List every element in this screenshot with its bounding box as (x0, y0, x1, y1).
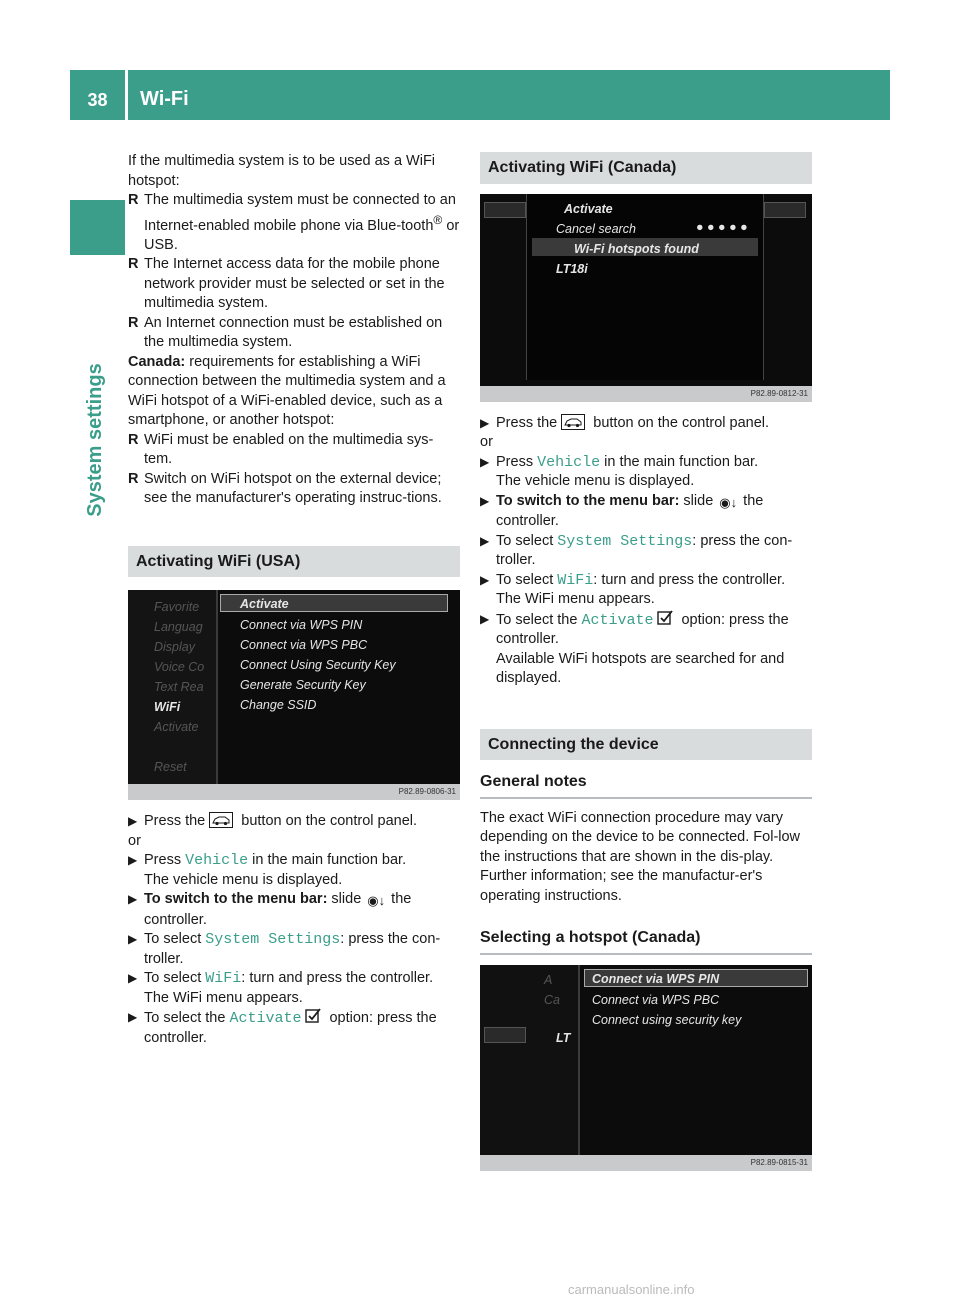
controller-slide-icon: ◉↓ (367, 893, 386, 909)
screenshot-select-hotspot: A Ca LT Connect via WPS PIN Connect via WPS PBC Connect using security key P82.89-0815-31 (480, 965, 812, 1171)
vehicle-button-icon (561, 414, 585, 430)
section-heading-usa: Activating WiFi (USA) (128, 546, 460, 578)
step-item: ▶ Press Vehicle in the main function bar. The vehicle menu is displayed. (480, 453, 759, 489)
controller-slide-icon: ◉↓ (719, 494, 738, 510)
side-tab-label: System settings (84, 363, 107, 517)
list-item: R WiFi must be enabled on the multimedia sys-tem. (128, 431, 434, 468)
section-heading-canada: Activating WiFi (Canada) (480, 152, 812, 184)
list-item: R Switch on WiFi hotspot on the external device; see the manufacturer's operating instruc-tions. (128, 470, 442, 507)
page-number: 38 (70, 70, 125, 120)
right-column: Activating WiFi (Canada) Activate Cancel search ● ● ● ● ● Wi-Fi hotspots found LT18i P82.89-0812-31 ▶ Press the button on the control panel. or ▶ Press Vehicle in the main function bar. The vehicle menu is displayed. ▶ To switch to the menu bar: slide ◉↓ the controller. ▶ To select System Settings: press the con-troller. ▶ To select WiFi: turn and press the controller. The WiFi menu appears. ▶ To select the Activate option: press the controller. Available WiFi hotspots are searched for and displayed. Connecting the device General notes The exact WiFi connection procedure may vary depending on the device to be connected. Fol-low the instructions that are shown in the dis-play. Further information; see the manufactur-er's operating instructions. Selecting a hotspot (Canada) A Ca LT Connect via WPS PIN Connect via WPS PBC Connect using security key P82.89-0815-31 (480, 152, 812, 1171)
step-item: ▶ Press Vehicle in the main function bar. The vehicle menu is displayed. (128, 852, 407, 888)
list-item: R The multimedia system must be connected to an Internet-enabled mobile phone via Blue-tooth® or USB. (128, 192, 460, 253)
step-item: ▶ To select WiFi: turn and press the controller. The WiFi menu appears. (480, 571, 786, 607)
step-item: ▶ To select the Activate option: press the controller. Available WiFi hotspots are searched for and displayed. (480, 611, 789, 686)
side-tab-marker (70, 200, 125, 255)
chapter-title: Wi-Fi (128, 70, 890, 120)
list-item: R An Internet connection must be established on the multimedia system. (128, 314, 443, 351)
step-item: ▶ Press the button on the control panel. (128, 813, 418, 830)
intro-text: If the multimedia system is to be used as a WiFi hotspot: (128, 153, 436, 189)
step-item: ▶ To select System Settings: press the con-troller. (480, 532, 793, 568)
step-item: ▶ Press the button on the control panel. (480, 414, 770, 431)
checkbox-checked-icon (305, 1008, 321, 1024)
subheading-selecting-hotspot: Selecting a hotspot (Canada) (480, 928, 812, 955)
step-item: ▶ To select the Activate option: press the controller. (128, 1010, 437, 1046)
list-item: R The Internet access data for the mobile phone network provider must be selected or set in the multimedia system. (128, 256, 445, 312)
vehicle-button-icon (209, 812, 233, 828)
step-item: ▶ To select System Settings: press the con-troller. (128, 931, 441, 967)
footer-watermark: carmanualsonline.info (568, 1282, 695, 1297)
step-item: ▶ To switch to the menu bar: slide ◉↓ the controller. (480, 492, 764, 529)
section-heading-connect: Connecting the device (480, 729, 812, 761)
subheading-general-notes: General notes (480, 772, 812, 799)
step-item: ▶ To select WiFi: turn and press the controller. The WiFi menu appears. (128, 970, 434, 1006)
left-column: If the multimedia system is to be used as a WiFi hotspot: R The multimedia system must be connected to an Internet-enabled mobile phone via Blue-tooth® or USB. R The Internet access data for the mobile phone network provider must be selected or set in the multimedia system. R An Internet connection must be established on the multimedia system. Canada: requirements for establishing a WiFi connection between the multimedia system and a WiFi hotspot of a WiFi-enabled device, such as a smartphone, or another hotspot: R WiFi must be enabled on the multimedia sys-tem. R Switch on WiFi hotspot on the external device; see the manufacturer's operating instruc-tions. Activating WiFi (USA) Favorite Languag Display Voice Co Text Rea WiFi Activate Reset Activate Connect via WPS PIN Connect via WPS PBC Connect Using Security Key Generate Security Key Change SSID P82.89-0806-31 ▶ Press the button on the control panel. or ▶ Press Vehicle in the main function bar. The vehicle menu is displayed. ▶ To switch to the menu bar: slide ◉↓ the controller. ▶ To select System Settings: press the con-troller. ▶ To select WiFi: turn and press the controller. The WiFi menu appears. ▶ To select the Activate option: press the controller. (128, 152, 460, 1048)
screenshot-usa: Favorite Languag Display Voice Co Text Rea WiFi Activate Reset Activate Connect via WPS PIN Connect via WPS PBC Connect Using Security Key Generate Security Key Change SSID P82.89-0806-31 (128, 590, 460, 800)
canada-requirements: Canada: requirements for establishing a WiFi connection between the multimedia system and a WiFi hotspot of a WiFi-enabled device, such as a smartphone, or another hotspot: (128, 353, 446, 429)
screenshot-canada: Activate Cancel search ● ● ● ● ● Wi-Fi hotspots found LT18i P82.89-0812-31 (480, 194, 812, 402)
general-notes-text: The exact WiFi connection procedure may vary depending on the device to be connected. Fol-low the instructions that are shown in the dis-play. Further information; see the manufactur-er's operating instructions. (480, 809, 801, 904)
checkbox-checked-icon (657, 610, 673, 626)
step-item: ▶ To switch to the menu bar: slide ◉↓ the controller. (128, 891, 412, 928)
